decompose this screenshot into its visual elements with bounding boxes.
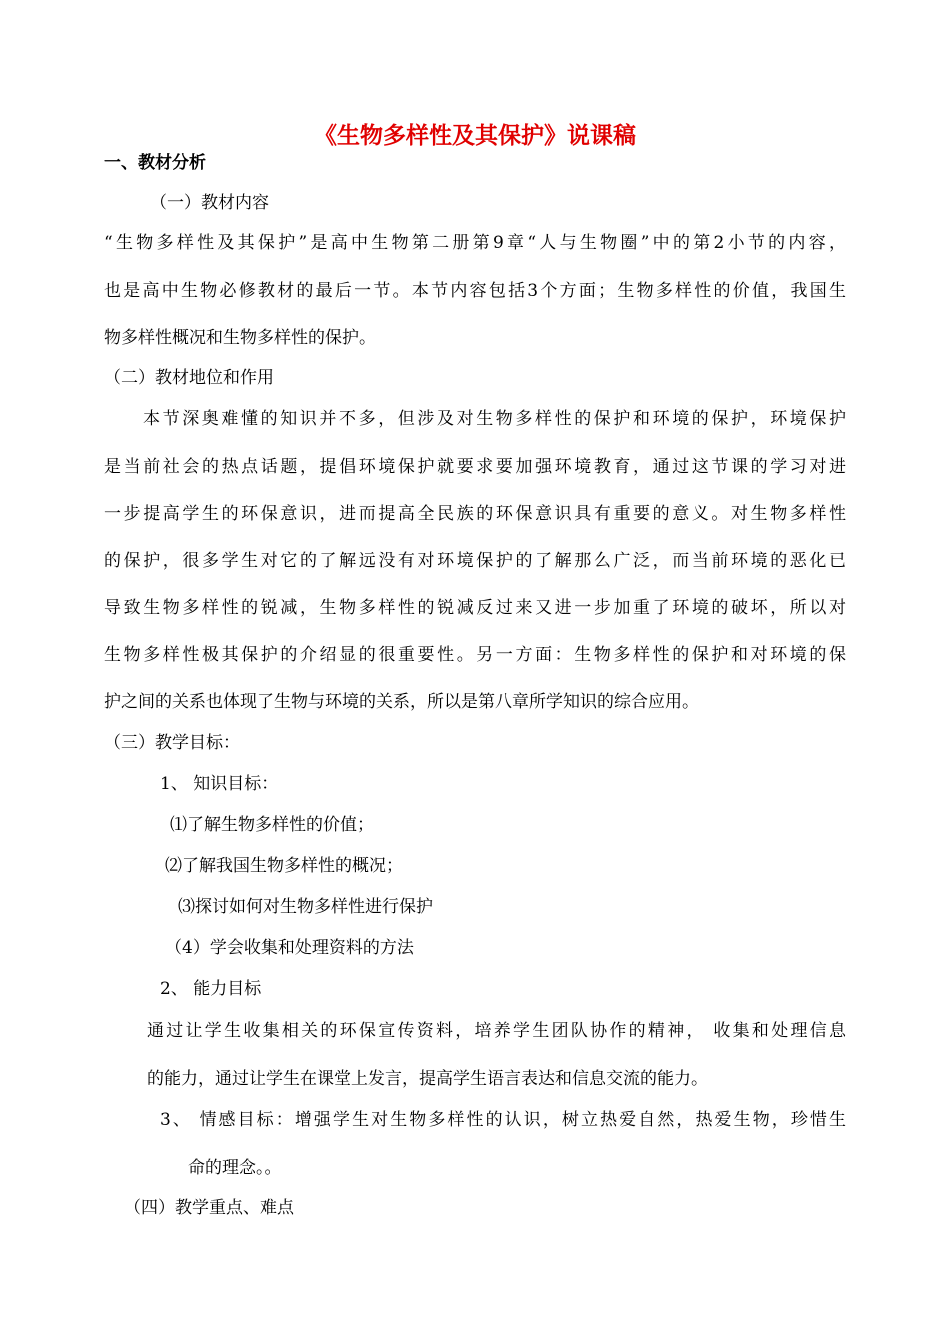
subheading-position: （二）教材地位和作用 bbox=[104, 368, 274, 388]
paragraph-line: 的能力，通过让学生在课堂上发言，提高学生语言表达和信息交流的能力。 bbox=[147, 1069, 708, 1089]
subheading-content: （一）教材内容 bbox=[150, 193, 269, 213]
paragraph-line: 也是高中生物必修教材的最后一节。本节内容包括3个方面；生物多样性的价值，我国生 bbox=[104, 281, 846, 301]
paragraph-line: 一步提高学生的环保意识，进而提高全民族的环保意识具有重要的意义。对生物多样性 bbox=[104, 504, 846, 524]
paragraph-line: 通过让学生收集相关的环保宣传资料，培养学生团队协作的精神， 收集和处理信息 bbox=[147, 1021, 846, 1041]
paragraph-line: 本节深奥难懂的知识并不多，但涉及对生物多样性的保护和环境的保护，环境保护 bbox=[143, 409, 846, 429]
paragraph-line: 生物多样性极其保护的介绍显的很重要性。另一方面：生物多样性的保护和对环境的保 bbox=[104, 645, 846, 665]
goal-heading-ability: 2、 能力目标 bbox=[160, 979, 262, 999]
section-heading-textbook-analysis: 一、教材分析 bbox=[104, 153, 206, 173]
paragraph-line: 导致生物多样性的锐减，生物多样性的锐减反过来又进一步加重了环境的破坏，所以对 bbox=[104, 598, 846, 618]
goal-heading-emotion: 3、 情感目标：增强学生对生物多样性的认识，树立热爱自然，热爱生物，珍惜生 bbox=[160, 1110, 846, 1130]
paragraph-line: 的保护，很多学生对它的了解远没有对环境保护的了解那么广泛，而当前环境的恶化已 bbox=[104, 551, 846, 571]
paragraph-line: 物多样性概况和生物多样性的保护。 bbox=[104, 328, 376, 348]
list-item: ⑶探讨如何对生物多样性进行保护 bbox=[178, 897, 433, 917]
document-title: 《生物多样性及其保护》说课稿 bbox=[314, 123, 636, 149]
paragraph-line: 命的理念。。 bbox=[188, 1158, 282, 1178]
goal-heading-knowledge: 1、 知识目标： bbox=[160, 774, 279, 794]
list-item: ⑵了解我国生物多样性的概况； bbox=[165, 856, 403, 876]
subheading-goals: （三）教学目标： bbox=[104, 733, 240, 753]
subheading-key-points: （四）教学重点、难点 bbox=[124, 1198, 294, 1218]
paragraph-line: 是当前社会的热点话题，提倡环境保护就要求要加强环境教育，通过这节课的学习对进 bbox=[104, 457, 846, 477]
paragraph-line: “生物多样性及其保护”是高中生物第二册第9章“人与生物圈”中的第2小节的内容， bbox=[104, 233, 846, 253]
list-item: ⑴了解生物多样性的价值； bbox=[170, 815, 374, 835]
paragraph-line: 护之间的关系也体现了生物与环境的关系，所以是第八章所学知识的综合应用。 bbox=[104, 692, 699, 712]
list-item: （4）学会收集和处理资料的方法 bbox=[165, 938, 414, 958]
